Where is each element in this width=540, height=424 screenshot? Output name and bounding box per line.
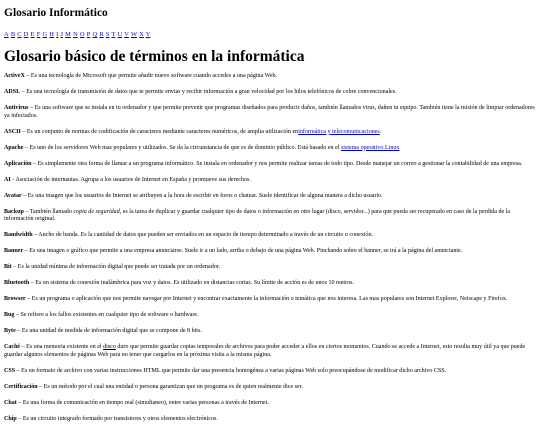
glossary-entry-byte <box>4 328 536 336</box>
entry-term: Bluetooth <box>4 280 30 287</box>
glossary-entry-bandwidth <box>4 232 536 240</box>
entry-term: ADSL <box>4 88 21 95</box>
alpha-link-v[interactable]: V <box>124 31 129 38</box>
entry-definition: – Se refiere a los fallos existentes en cualquier tipo de software o hardware. <box>14 312 199 319</box>
glossary-entry-ascii <box>4 129 536 137</box>
alpha-link-g[interactable]: G <box>42 31 48 38</box>
entry-definition-end: . <box>379 128 382 135</box>
alpha-link-i[interactable]: I <box>56 31 59 38</box>
glossary-entry-bit <box>4 264 536 272</box>
entry-definition: – Es una unidad de medida de información digital que se compone de 8 bits. <box>15 328 202 335</box>
alpha-link-a[interactable]: A <box>4 31 9 38</box>
entry-term: Bug <box>4 312 15 319</box>
glossary-entry-bluetooth <box>4 280 536 288</box>
glossary-entry-cache <box>4 344 536 360</box>
glossary-entry-backup <box>4 209 536 225</box>
glossary-entry-activex <box>4 73 536 81</box>
glossary-entry-aplicacion <box>4 161 536 169</box>
alpha-link-f[interactable]: F <box>36 31 41 38</box>
glossary-entry-avatar <box>4 193 536 201</box>
glossary-entry-bug <box>4 312 536 320</box>
entry-definition: – Es una software que se instala en tu ordenador y que permite prevenir que programas diseñados para producir daños, también llamados virus, dañen tu equipo. También tiene la misión de limpiar ordenadores ya infectados. <box>4 104 535 119</box>
alpha-link-m[interactable]: M <box>65 31 71 38</box>
entry-definition: – Es un método por el cual una entidad o persona garantizan que un programa es de quien realmente dice ser. <box>37 384 303 391</box>
linux-os-link[interactable]: sistema operativo Linux <box>340 144 400 151</box>
entry-definition: – Es un programa o aplicación que nos permite navegar por Internet y encontrar exactamente la información o temática que nos interesa. Las mas populares son Internet Explorer, Netscape y Firefox. <box>25 296 508 303</box>
entry-definition: – Es simplemente otra forma de llamar a un programa informático. Se instala en ordenador y nos permite realizar tareas de todo tipo. Desde manejar un correo a gestionar la contabilidad de una empresa. <box>31 160 523 167</box>
alpha-link-y[interactable]: Y <box>145 31 151 38</box>
entry-definition: – Es un sistema de conexión inalámbrica para voz y datos. Es utilizado en distancias cortas. Su límite de acción es de unos 10 metros. <box>29 280 354 287</box>
alpha-link-x[interactable]: X <box>139 31 144 38</box>
alpha-link-o[interactable]: O <box>79 31 85 38</box>
entry-term: Bit <box>4 264 12 271</box>
entry-definition-end: , es la tarea de duplicar y guardar cualquier tipo de datos o información en otro lugar (disco, servidor...) para que pueda ser recuperado en caso de la perdida de la información original. <box>4 208 511 223</box>
entry-term: ASCII <box>4 128 21 135</box>
entry-definition-underlined: disco <box>103 344 116 351</box>
alpha-link-b[interactable]: B <box>10 31 16 38</box>
alpha-link-q[interactable]: Q <box>92 31 98 38</box>
page-title: Glosario básico de términos en la informática <box>4 48 305 65</box>
entry-term: Certificación <box>4 384 38 391</box>
alpha-link-d[interactable]: D <box>23 31 29 38</box>
entry-definition-italic: copia de seguridad <box>73 208 120 215</box>
glossary-entry-chip <box>4 416 536 424</box>
glossary-entry-banner <box>4 248 536 256</box>
entry-term: Byte <box>4 328 16 335</box>
entry-term: Avatar <box>4 192 22 199</box>
alphabet-index <box>4 30 536 39</box>
entry-term: Antivirus <box>4 104 29 111</box>
entry-term: Aplicación <box>4 160 32 167</box>
alpha-link-t[interactable]: T <box>111 31 116 38</box>
glossary-entry-apache <box>4 145 536 153</box>
entry-term: Apache <box>4 144 24 151</box>
alpha-link-w[interactable]: W <box>130 31 137 38</box>
alpha-link-s[interactable]: S <box>105 31 110 38</box>
entry-definition: – Es una imagen que los usuarios de Internet se atribuyen a la hora de escribir en foros o chatear. Suele identificar de alguna manera a dicho usuario. <box>21 192 383 199</box>
entry-definition: – Es la unidad mínima de información digital que puede ser tratada por un ordenador. <box>11 264 220 271</box>
glossary-entry-certificacion <box>4 384 536 392</box>
entry-definition: – Es una forma de comunicación en tiempo real (simultaneo), entre varias personas a través de Internet. <box>16 400 269 407</box>
alpha-link-n[interactable]: N <box>73 31 78 38</box>
glossary-entry-adsl <box>4 89 536 97</box>
entry-definition: – Es una memoria existente en el <box>20 344 104 351</box>
alpha-link-p[interactable]: P <box>86 31 91 38</box>
alpha-link-e[interactable]: E <box>30 31 35 38</box>
site-title: Glosario Informático <box>4 7 108 19</box>
entry-definition: – Es un conjunto de normas de codificación de caracteres mediante caracteres numéricos, de amplia utilización en <box>20 128 299 135</box>
entry-definition: – Es uno de los servidores Web mas populares y utilizados. Se da la circunstancia de que es de dominio público. Está basado en el <box>23 144 341 151</box>
entry-term: Browser <box>4 296 26 303</box>
entry-term: Chat <box>4 400 17 407</box>
glossary-entry-browser <box>4 296 536 304</box>
alpha-link-c[interactable]: C <box>17 31 22 38</box>
glossary-entry-css <box>4 368 536 376</box>
entry-term: Banner <box>4 248 24 255</box>
entry-definition: – Es un circuito integrado formado por transistores y otros elementos electrónicos. <box>16 416 218 423</box>
informatica-telecom-link[interactable]: informática y telecomunicaciones <box>298 128 380 135</box>
entry-definition: – Es una tecnología de transmisión de datos que te permite enviar y recibir información a gran velocidad por los hilos telefónicos de cobre convencionales. <box>20 88 397 95</box>
glossary-entry-antivirus <box>4 105 536 121</box>
entry-term: AI <box>4 176 11 183</box>
alpha-link-j[interactable]: J <box>60 31 63 38</box>
entry-term: Chip <box>4 416 17 423</box>
alpha-link-h[interactable]: H <box>49 31 54 38</box>
entry-term: Caché <box>4 344 21 351</box>
glossary-entry-chat <box>4 400 536 408</box>
entry-definition: – Ancho de banda. Es la cantidad de datos que pueden ser enviados en un espacio de tiempo determinado a través de un circuito o conexión. <box>32 232 374 239</box>
entry-term: CSS <box>4 368 16 375</box>
entry-term: ActiveX <box>4 73 25 79</box>
entry-term: Bandwidth <box>4 232 33 239</box>
entry-definition: – Es una tecnología de Microsoft que permite añadir nuevo software cuando accedes a una página Web. <box>24 73 278 79</box>
glossary-entry-ai <box>4 177 536 185</box>
alpha-link-u[interactable]: U <box>117 31 123 38</box>
entry-definition: – Es una imagen o gráfico que permite a una empresa anunciarse. Suele ir a un lado, arriba o debajo de una página Web. Pinchando sobre el banner, se irá a la página del anunciante. <box>23 248 463 255</box>
entry-definition: – También llamado <box>23 208 74 215</box>
entry-definition-end: duro que permite guardar copias temporales de archivos para poder acceder a ellos en ciertos momentos. Cuando se accede a Internet, esto resulta muy útil ya que puede guardar algunos elementos de páginas Web para no tener que cargarlos en la próxima visita a la misma página. <box>4 344 526 359</box>
entry-term: Backup <box>4 208 24 215</box>
entry-definition: - Asociación de internautas. Agrupa a los usuarios de Internet en España y promueve sus derechos. <box>10 176 251 183</box>
entry-definition: – Es un formato de archivo con varias instrucciones HTML que permite dar una presencia homogénea a varias páginas Web solo preocupándose de modificar dicho archivo CSS. <box>15 368 447 375</box>
alpha-link-r[interactable]: R <box>99 31 104 38</box>
